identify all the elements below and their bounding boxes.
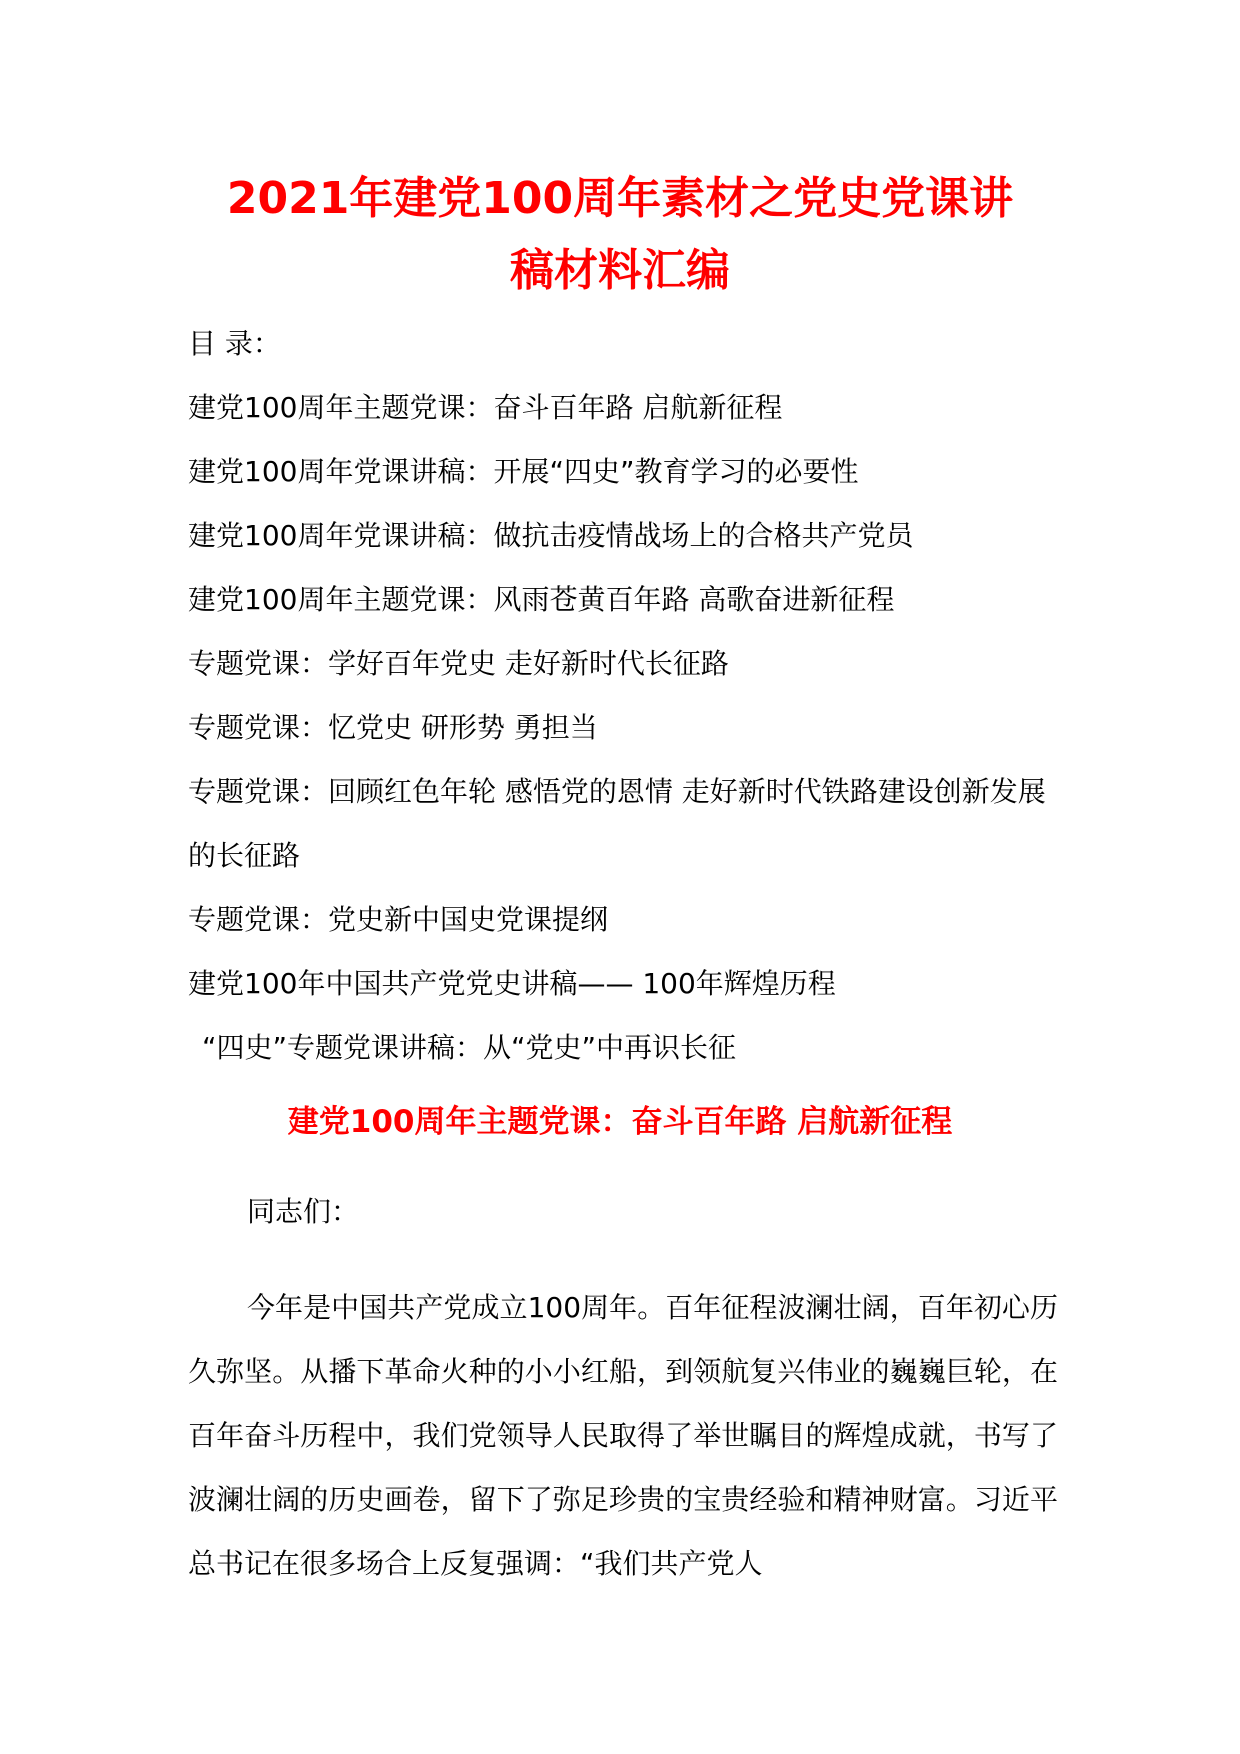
toc-item: 建党100周年党课讲稿：做抗击疫情战场上的合格共产党员 [188, 519, 914, 552]
document-title-line-1: 2021年建党100周年素材之党史党课讲 [226, 173, 1014, 224]
toc-heading: 目 录： [188, 327, 281, 360]
document-title [140, 163, 1100, 307]
toc-item: “四史”专题党课讲稿：从“党史”中再识长征 [202, 1031, 737, 1064]
toc-item: 专题党课：回顾红色年轮 感悟党的恩情 走好新时代铁路建设创新发展的长征路 [188, 775, 1046, 872]
toc-item: 专题党课：忆党史 研形势 勇担当 [188, 711, 598, 744]
toc-item: 建党100周年党课讲稿：开展“四史”教育学习的必要性 [188, 455, 859, 488]
document-title-line-2: 稿材料汇编 [510, 245, 730, 296]
toc-item: 建党100年中国共产党党史讲稿—— 100年辉煌历程 [188, 967, 836, 1000]
section-title: 建党100周年主题党课：奋斗百年路 启航新征程 [287, 1104, 953, 1140]
toc-item: 建党100周年主题党课：风雨苍黄百年路 高歌奋进新征程 [188, 583, 895, 616]
toc-item: 建党100周年主题党课：奋斗百年路 启航新征程 [188, 391, 783, 424]
salutation: 同志们： [247, 1195, 360, 1228]
table-of-contents [188, 376, 1058, 1080]
toc-item: 专题党课：学好百年党史 走好新时代长征路 [188, 647, 729, 680]
body-paragraph: 今年是中国共产党成立100周年。百年征程波澜壮阔，百年初心历久弥坚。从播下革命火种的小小红船，到领航复兴伟业的巍巍巨轮，在百年奋斗历程中，我们党领导人民取得了举世瞩目的辉煌成就，书写了波澜壮阔的历史画卷，留下了弥足珍贵的宝贵经验和精神财富。习近平总书记在很多场合上反复强调：“我们共产党人 [188, 1291, 1058, 1580]
toc-item: 专题党课：党史新中国史党课提纲 [188, 903, 609, 936]
